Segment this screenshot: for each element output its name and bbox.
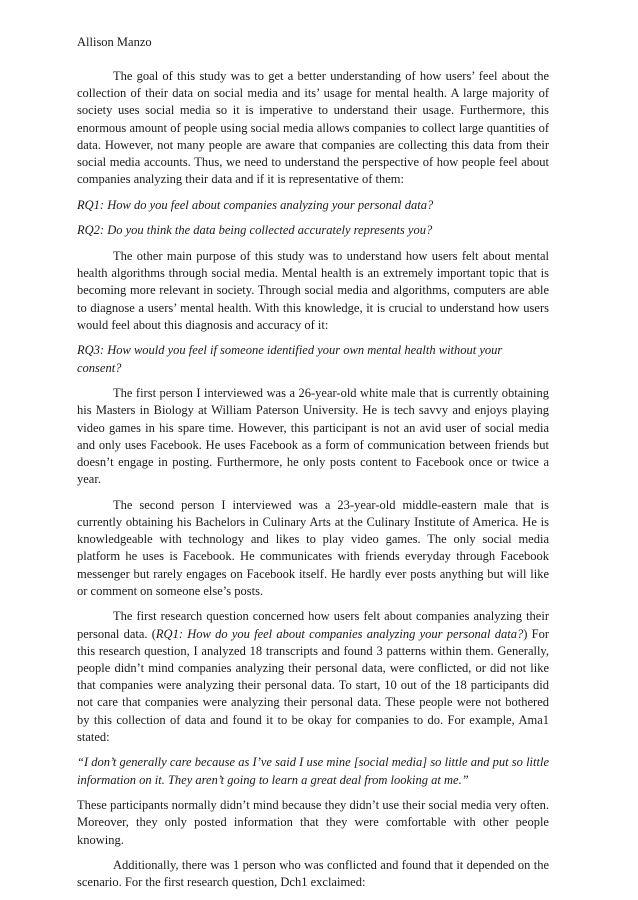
rq1-inline-citation: RQ1: How do you feel about companies analyzing your personal data? xyxy=(155,626,524,641)
rq1-analysis-text-end: ) For this research question, I analyzed 18 transcripts and found 3 patterns within them. Generally, people didn’t mind companies analyzing their personal data, were conflicted, or did not like that companies were analyzing their personal data. To start, 10 out of the 18 participants did not care that companies were analyzing their personal data. These people were not bothered by this collection of data and found it to be okay for companies to do. For example, Ama1 stated: xyxy=(77,626,549,744)
quote-followup-paragraph: These participants normally didn’t mind because they didn’t use their social media very often. Moreover, they only posted information that they were comfortable with other people knowing. xyxy=(77,798,549,847)
rq1-analysis-paragraph xyxy=(77,608,549,746)
participant-quote: “I don’t generally care because as I’ve said I use mine [social media] so little and put so little information on it. They aren’t going to learn a great deal from looking at me.” xyxy=(77,755,549,787)
author-name: Allison Manzo xyxy=(77,35,152,49)
mental-health-paragraph: The other main purpose of this study was to understand how users felt about mental health algorithms through social media. Mental health is an extremely important topic that is becoming more relevant in society. Through social media and algorithms, computers are able to diagnose a users’ mental health. With this knowledge, it is crucial to understand how users would feel about this diagnosis and accuracy of it: xyxy=(77,249,549,332)
research-question-1: RQ1: How do you feel about companies analyzing your personal data? xyxy=(77,197,434,212)
intro-paragraph: The goal of this study was to get a better understanding of how users’ feel about the collection of their data on social media and its’ usage for mental health. A large majority of society uses social media so it is imperative to understand their usage. Furthermore, this enormous amount of people using social media allows companies to collect large quantities of data. However, not many people are aware that companies are collecting this data from their social media accounts. Thus, we need to understand the perspective of how people feel about companies analyzing their data and if it is representative of them: xyxy=(77,69,549,187)
document-body xyxy=(77,68,549,900)
second-participant-paragraph: The second person I interviewed was a 23-year-old middle-eastern male that is currently obtaining his Bachelors in Culinary Arts at the Culinary Institute of America. He is knowledgeable with technology and likes to play video games. The only social media platform he uses is Facebook. He communicates with friends everyday through Facebook messenger but rarely engages on Facebook itself. He hardly ever posts anything but will like or comment on someone else’s posts. xyxy=(77,497,549,598)
research-question-3: RQ3: How would you feel if someone identified your own mental health without your consent? xyxy=(77,343,503,375)
rq1-analysis-text-start: The first research question concerned how users felt about companies analyzing their personal data. ( xyxy=(77,609,549,641)
first-participant-paragraph: The first person I interviewed was a 26-year-old white male that is currently obtaining his Masters in Biology at William Paterson University. He is tech savvy and enjoys playing video games in his spare time. However, this participant is not an avid user of social media and only uses Facebook. He uses Facebook as a form of communication between friends but doesn’t engage in posting. Furthermore, he only posts content to Facebook once or twice a year. xyxy=(77,386,549,487)
conflicted-paragraph: Additionally, there was 1 person who was conflicted and found that it depended on the scenario. For the first research question, Dch1 exclaimed: xyxy=(77,858,549,890)
research-question-2: RQ2: Do you think the data being collected accurately represents you? xyxy=(77,223,433,238)
